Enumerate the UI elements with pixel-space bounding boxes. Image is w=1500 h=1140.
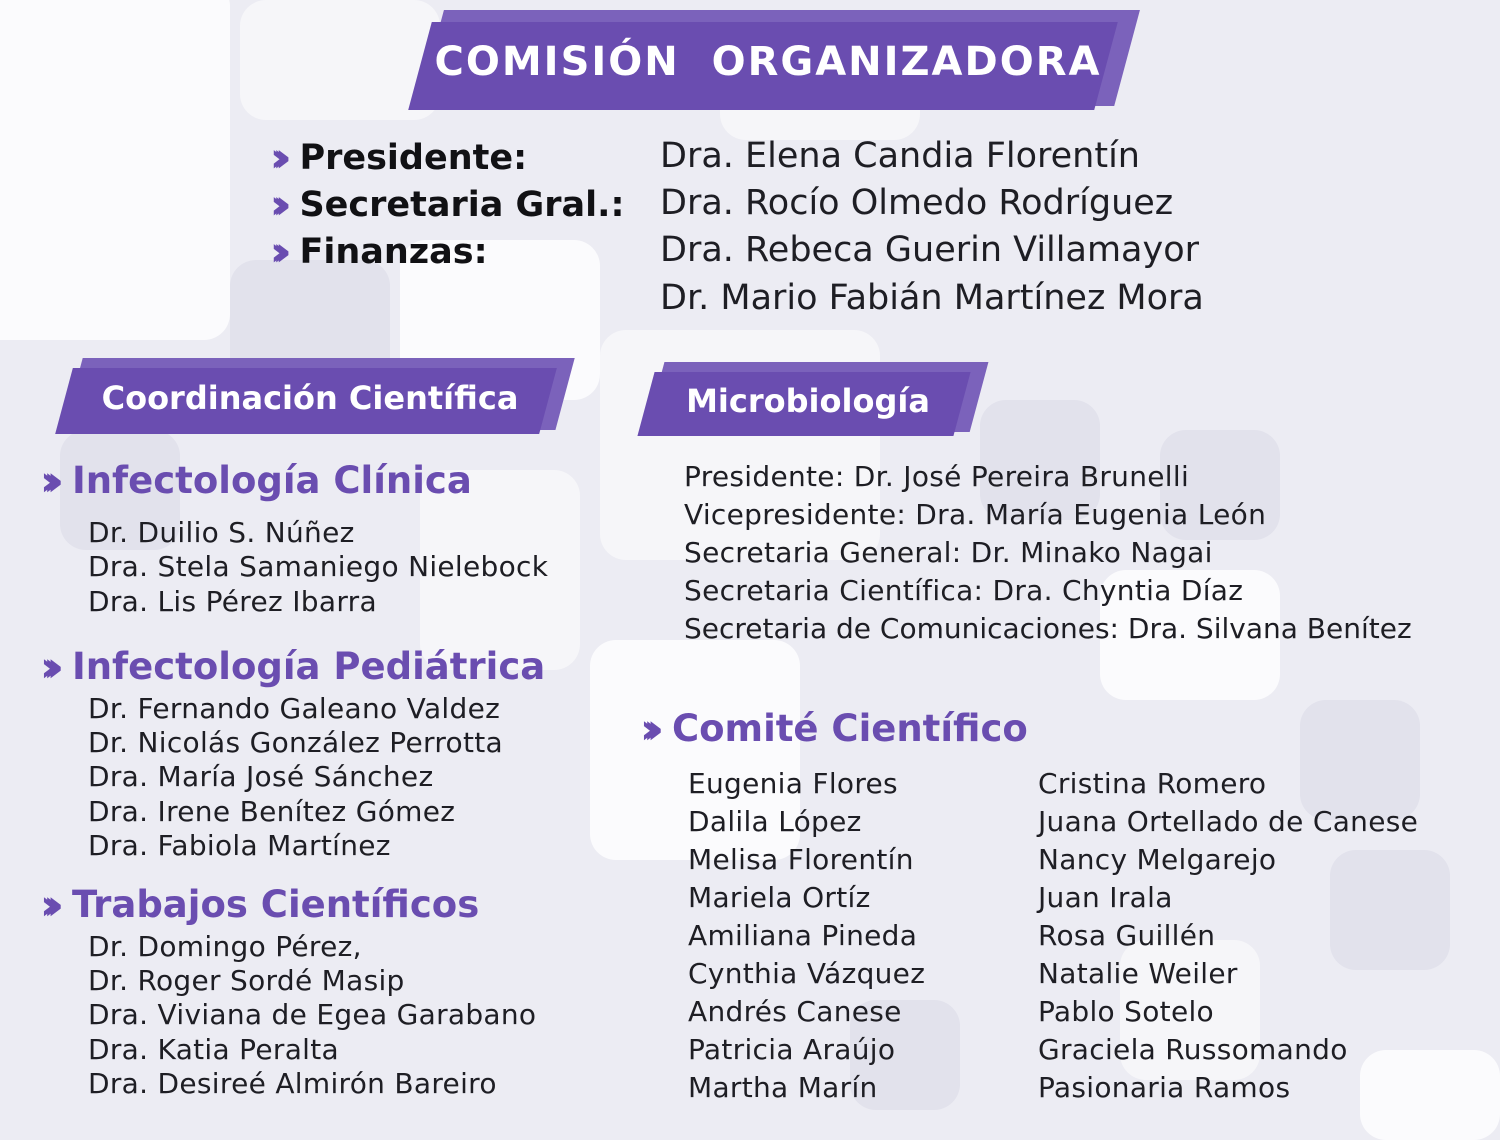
coordination-banner xyxy=(64,362,556,434)
chevron-double-right-icon: ››› xyxy=(640,703,650,753)
microbiology-banner xyxy=(646,366,970,436)
list-item: Presidente: Dr. José Pereira Brunelli xyxy=(684,460,1190,493)
list-item: Dr. Domingo Pérez, xyxy=(88,930,362,963)
list-item: Secretaria de Comunicaciones: Dra. Silvana Benítez xyxy=(684,612,1412,645)
organizing-value: Dra. Rocío Olmedo Rodríguez xyxy=(660,183,1174,223)
list-item: Juan Irala xyxy=(1038,881,1173,914)
list-item: Natalie Weiler xyxy=(1038,957,1238,990)
section-heading: ››› Infectología Clínica xyxy=(40,455,472,505)
list-item: Pablo Sotelo xyxy=(1038,995,1214,1028)
list-item: Cynthia Vázquez xyxy=(688,957,926,990)
chevron-double-right-icon: ››› xyxy=(270,229,278,275)
list-item: Dr. Roger Sordé Masip xyxy=(88,964,405,997)
microbiology-title: Microbiología xyxy=(686,382,930,420)
chevron-double-right-icon: ››› xyxy=(40,879,50,929)
list-item: Dra. Irene Benítez Gómez xyxy=(88,795,456,828)
list-item: Martha Marín xyxy=(688,1071,878,1104)
chevron-double-right-icon: ››› xyxy=(40,455,50,505)
list-item: Dr. Nicolás González Perrotta xyxy=(88,726,503,759)
list-item: Dra. Stela Samaniego Nielebock xyxy=(88,550,549,583)
list-item: Dr. Fernando Galeano Valdez xyxy=(88,692,501,725)
list-item: Vicepresidente: Dra. María Eugenia León xyxy=(684,498,1267,531)
list-item: Pasionaria Ramos xyxy=(1038,1071,1291,1104)
list-item: Juana Ortellado de Canese xyxy=(1038,805,1419,838)
page-title: COMISIÓN ORGANIZADORA xyxy=(434,39,1102,85)
list-item: Amiliana Pineda xyxy=(688,919,918,952)
list-item: Andrés Canese xyxy=(688,995,902,1028)
list-item: Secretaria General: Dr. Minako Nagai xyxy=(684,536,1213,569)
list-item: Dr. Duilio S. Núñez xyxy=(88,516,355,549)
section-heading: ››› Trabajos Científicos xyxy=(40,879,480,929)
list-item: Cristina Romero xyxy=(1038,767,1267,800)
list-item: Dalila López xyxy=(688,805,862,838)
section-heading: ››› Comité Científico xyxy=(640,703,1028,753)
organizing-value: Dra. Elena Candia Florentín xyxy=(660,136,1140,176)
list-item: Dra. María José Sánchez xyxy=(88,760,434,793)
list-item: Mariela Ortíz xyxy=(688,881,871,914)
list-item: ››› Finanzas: xyxy=(270,229,488,275)
list-item: Melisa Florentín xyxy=(688,843,914,876)
list-item: Graciela Russomando xyxy=(1038,1033,1348,1066)
list-item: Nancy Melgarejo xyxy=(1038,843,1277,876)
list-item: Patricia Araújo xyxy=(688,1033,896,1066)
list-item: Dra. Lis Pérez Ibarra xyxy=(88,585,377,618)
header-banner xyxy=(420,14,1116,110)
list-item: ››› Secretaria Gral.: xyxy=(270,182,625,228)
list-item: Dra. Fabiola Martínez xyxy=(88,829,391,862)
list-item: Dra. Desireé Almirón Bareiro xyxy=(88,1067,497,1100)
organizing-value: Dra. Rebeca Guerin Villamayor xyxy=(660,230,1199,270)
organizing-value: Dr. Mario Fabián Martínez Mora xyxy=(660,278,1204,318)
coordination-title: Coordinación Científica xyxy=(101,379,519,417)
list-item: Secretaria Científica: Dra. Chyntia Díaz xyxy=(684,574,1244,607)
section-heading: ››› Infectología Pediátrica xyxy=(40,641,546,691)
list-item: Dra. Viviana de Egea Garabano xyxy=(88,998,537,1031)
list-item: Eugenia Flores xyxy=(688,767,898,800)
list-item: Dra. Katia Peralta xyxy=(88,1033,339,1066)
chevron-double-right-icon: ››› xyxy=(270,182,278,228)
chevron-double-right-icon: ››› xyxy=(270,135,278,181)
list-item: Rosa Guillén xyxy=(1038,919,1216,952)
list-item: ››› Presidente: xyxy=(270,135,528,181)
chevron-double-right-icon: ››› xyxy=(40,641,50,691)
